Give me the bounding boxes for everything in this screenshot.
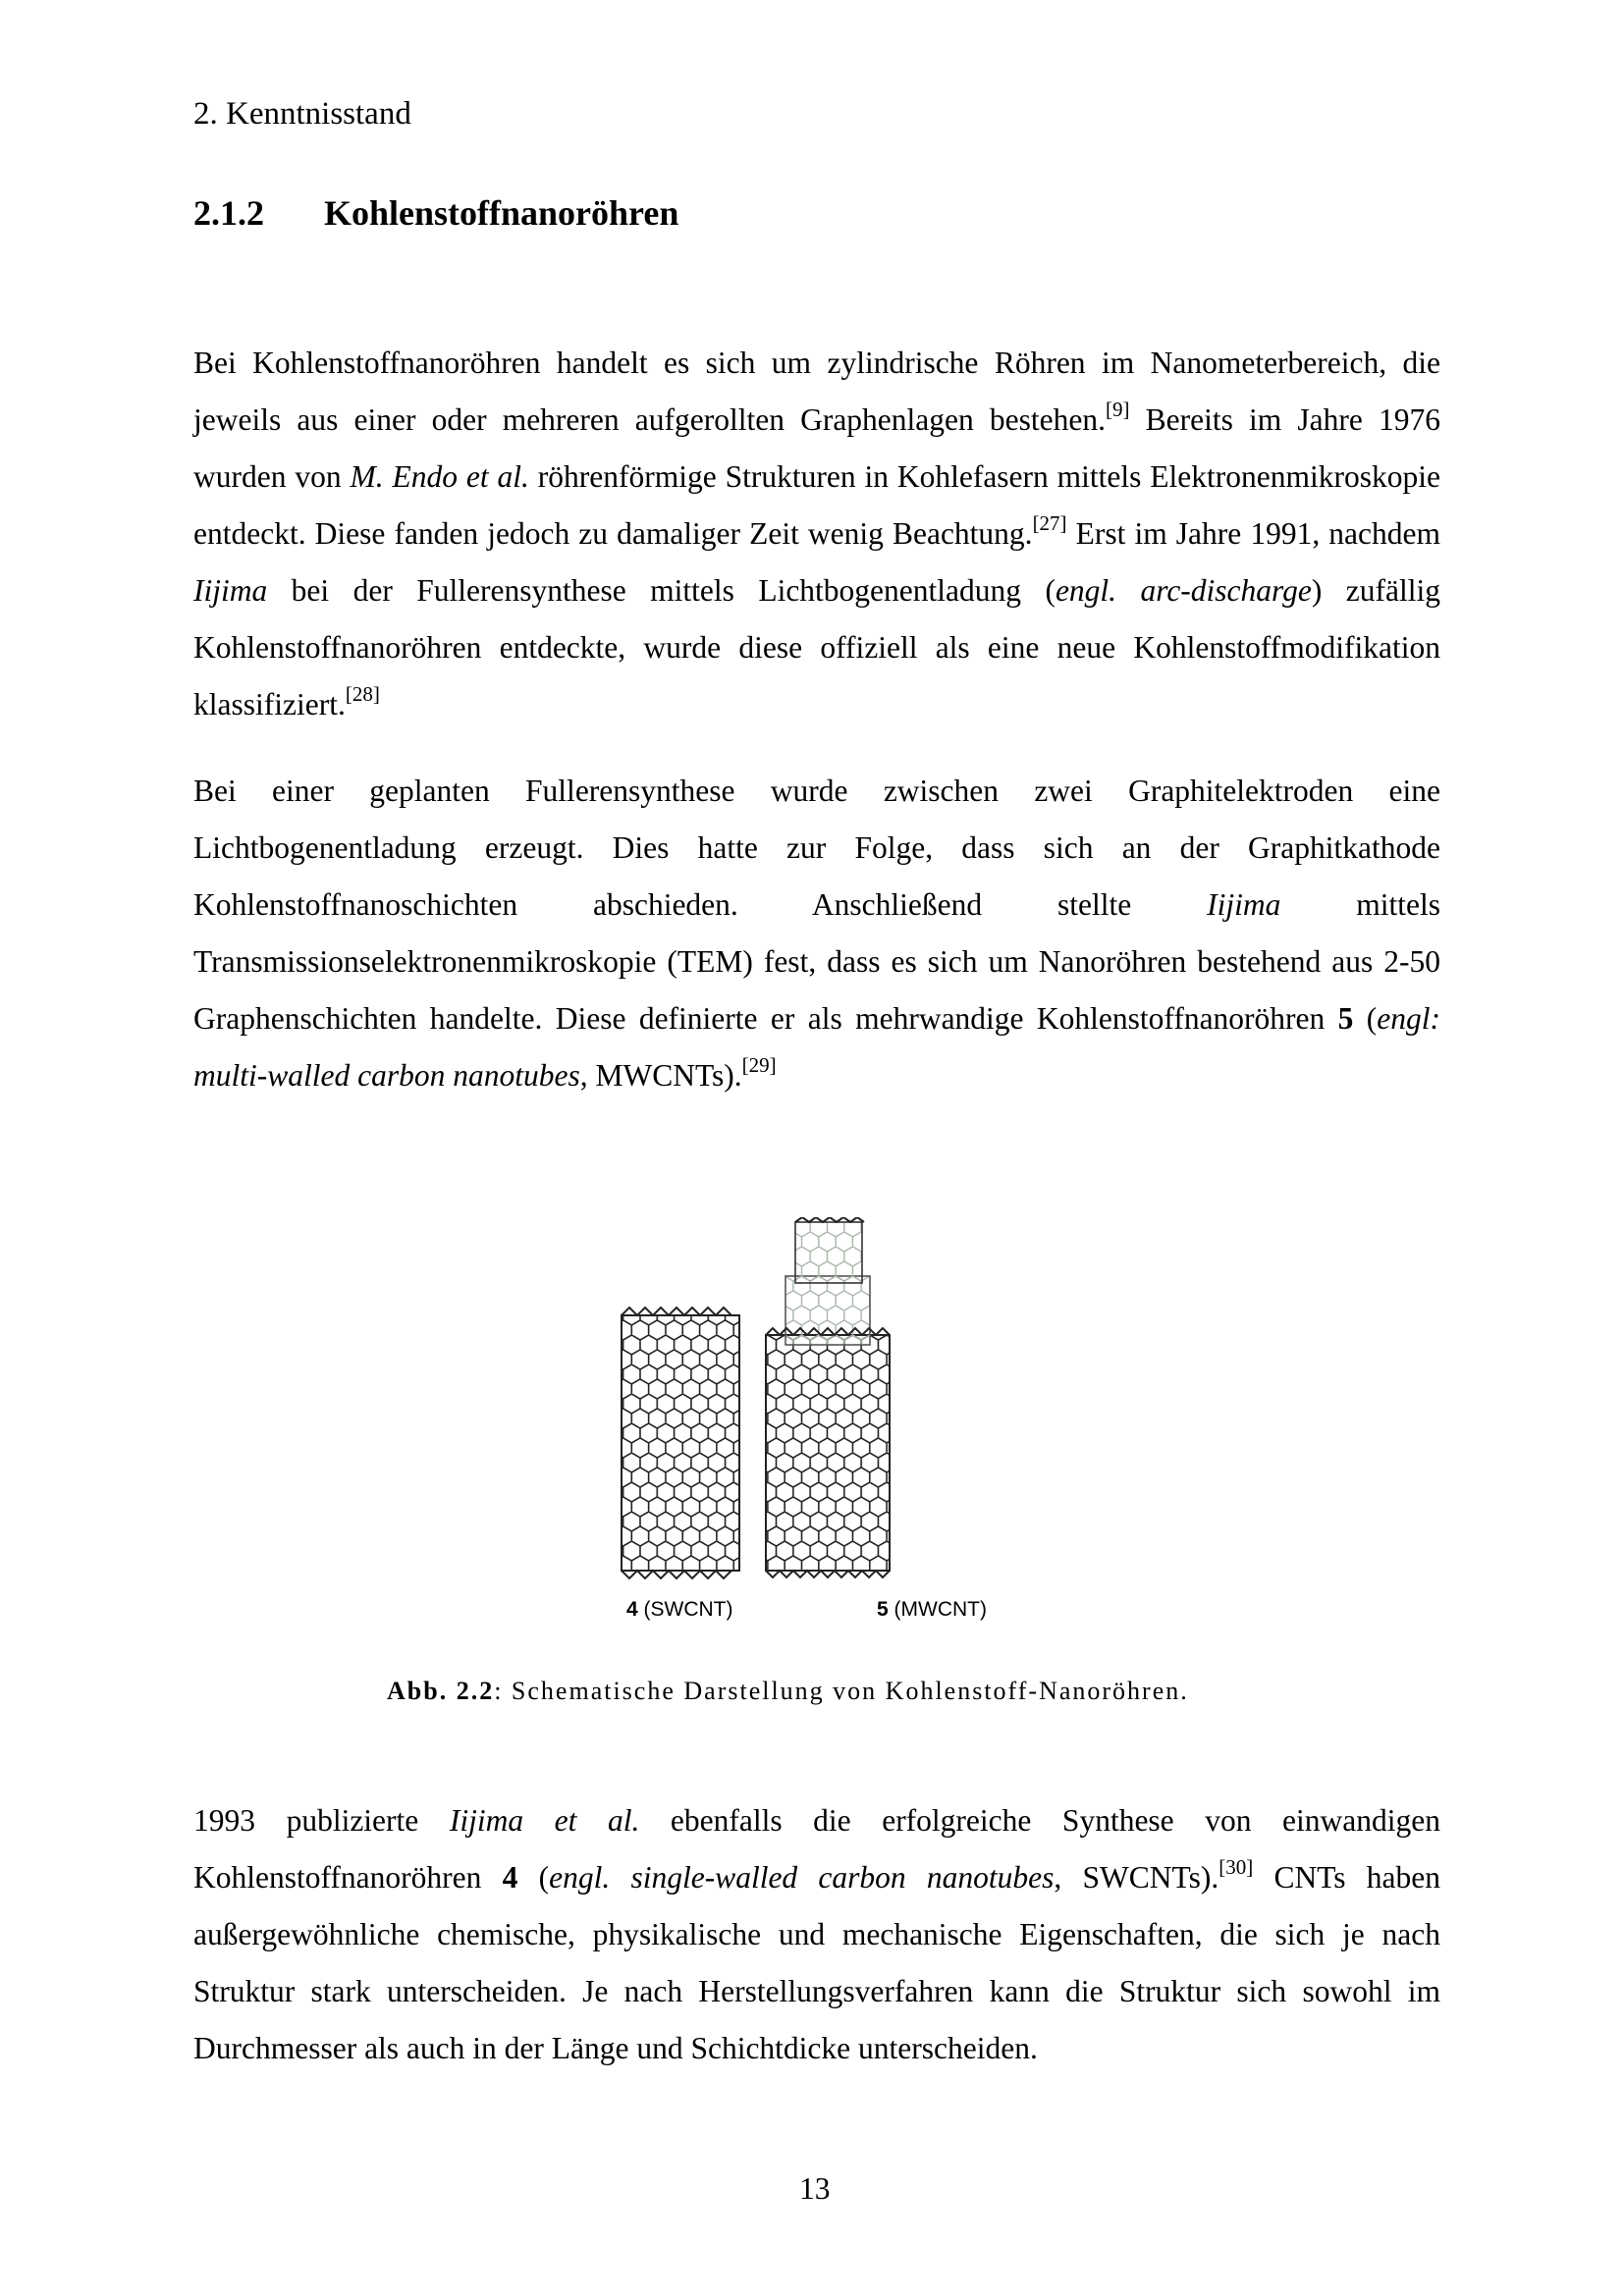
nanotube-figure (589, 1217, 1041, 1629)
text-run: ( (517, 1860, 550, 1895)
mwcnt-tube (766, 1217, 890, 1577)
italic-run: Iijima (1207, 887, 1281, 922)
caption-text: : Schematische Darstellung von Kohlenstoff-Nanoröhren. (494, 1677, 1189, 1705)
text-run: ( (1353, 1001, 1378, 1036)
paragraph-swcnt (193, 1792, 1440, 2077)
section-number: 2.1.2 (193, 193, 264, 233)
caption-prefix: Abb. 2.2 (387, 1677, 495, 1705)
nanotube-illustration (589, 1217, 1041, 1629)
text-run: Bereits im Jahre 1976 wurden von (193, 402, 1440, 494)
compound-number: 4 (502, 1860, 518, 1895)
italic-run: Iijima (193, 573, 268, 608)
text-run: ) zufällig Kohlenstoffnanoröhren entdeckte, wurde diese offiziell als eine neue Kohlenstoffmodifikation klassifiziert. (193, 573, 1440, 721)
text-run: röhrenförmige Strukturen in Kohlefasern mittels Elektronenmikroskopie entdeckt. Diese fanden jedoch zu damaliger Zeit wenig Beachtung. (193, 459, 1440, 551)
text-run: Bei Kohlenstoffnanoröhren handelt es sich um zylindrische Röhren im Nanometerbereich, die jeweils aus einer oder mehreren aufgerollten Graphenlagen bestehen. (193, 346, 1440, 437)
figure-label-swcnt (626, 1598, 733, 1622)
text-run: , MWCNTs). (579, 1058, 742, 1093)
page-number: 13 (799, 2171, 831, 2206)
text-run: ebenfalls die erfolgreiche Synthese von einwandigen Kohlenstoffnanoröhren (193, 1803, 1440, 1895)
running-header: 2. Kenntnisstand (193, 96, 411, 132)
italic-run: engl: multi-walled carbon nanotubes (193, 1001, 1440, 1093)
citation: [27] (1032, 510, 1067, 535)
text-run: bei der Fullerensynthese mittels Lichtbogenentladung ( (267, 573, 1056, 608)
paragraph-intro (193, 335, 1440, 733)
label-number: 5 (877, 1598, 889, 1621)
label-number: 4 (626, 1598, 638, 1621)
citation: [9] (1105, 397, 1130, 421)
swcnt-tube (622, 1308, 739, 1578)
text-run: mittels Transmissionselektronenmikroskopie (TEM) fest, dass es sich um Nanoröhren bestehend aus 2-50 Graphenschichten handelte. Diese definierte er als mehrwandige Kohlenstoffnanoröhren (193, 887, 1441, 1036)
text-run: Bei einer geplanten Fullerensynthese wurde zwischen zwei Graphitelektroden eine Lichtbogenentladung erzeugt. Dies hatte zur Folge, dass sich an der Graphitkathode Kohlenstoffnanoschichten abschieden. Anschließend stellte (193, 774, 1440, 922)
text-run: , SWCNTs). (1054, 1860, 1219, 1895)
label-text: (SWCNT) (637, 1598, 733, 1621)
compound-number: 5 (1337, 1001, 1354, 1036)
italic-run: M. Endo et al. (350, 459, 529, 494)
italic-run: engl. arc-discharge (1055, 573, 1312, 608)
label-text: (MWCNT) (888, 1598, 987, 1621)
italic-run: Iijima et al. (449, 1803, 640, 1838)
citation: [28] (345, 681, 380, 706)
section-heading (193, 192, 678, 234)
citation: [29] (741, 1052, 777, 1077)
paragraph-mwcnt (193, 763, 1440, 1104)
figure-caption (387, 1677, 1189, 1706)
text-run: Erst im Jahre 1991, nachdem (1066, 516, 1440, 551)
text-run: CNTs haben außergewöhnliche chemische, physikalische und mechanische Eigenschaften, die sich je nach Struktur stark unterscheiden. Je nach Herstellungsverfahren kann die Struktur sich sowohl im Durchmesser als auch in der Länge und Schichtdicke unterscheiden. (193, 1860, 1440, 2065)
text-run: 1993 publizierte (193, 1803, 450, 1838)
figure-label-mwcnt (877, 1598, 987, 1622)
italic-run: engl. single-walled carbon nanotubes (549, 1860, 1055, 1895)
citation: [30] (1218, 1854, 1254, 1879)
section-title: Kohlenstoffnanoröhren (324, 193, 679, 233)
